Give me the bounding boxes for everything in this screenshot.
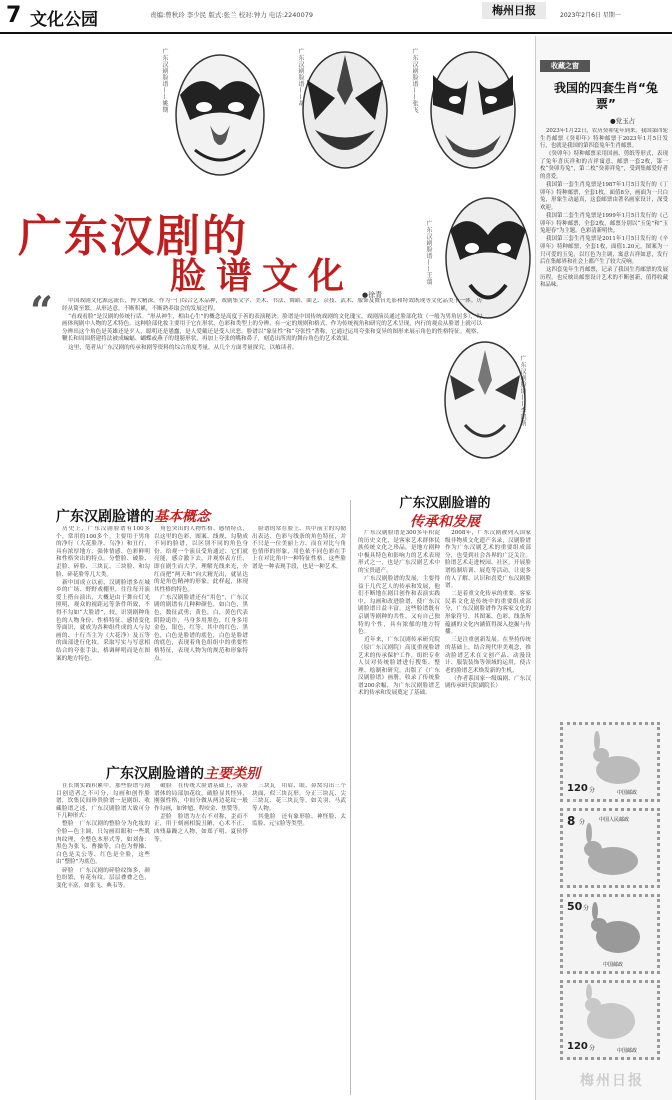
mask-illustration-1 bbox=[176, 55, 264, 175]
mask-row-top bbox=[155, 40, 535, 190]
types-paragraph-2: 整脸 广东汉剧的整脸分为化妆的全脸—色主调，只勾画眉眼和一些肌肉纹理，全整色本形式等，如刘备：黑色为张飞、曹操等，白色为曹操、白色是关公等、红色是全脸，这些由“整脸”为底色。 bbox=[56, 821, 150, 866]
stamp-1-country: 中国邮政 bbox=[617, 790, 638, 796]
section-types-heading bbox=[106, 763, 260, 783]
stamp-3 bbox=[560, 894, 660, 974]
basic-paragraph-2: 新中国成立以前，汉剧脸谱多在城乡的广场、野野戏棚里，往往每开演爱上搭台演出，大概是由于舞台灯光照明，观众的视距远等条件所致，不得不勾如“大脸谱”，较，识别剧种角色的人物身份、性格特征、感情变化等面识，就成为各种组件成的人与勾画的、十行当主为（大花净）及五等的面部进行化妆。采取写实与写意相结合的夸张手法，格调鲜明而是在图案的地方特色。 bbox=[56, 579, 150, 662]
basic-paragraph-4: 广东汉剧脸谱还有“用色”，广东汉剧的剧谱有几种种颜色，如白色，黑色，数征武勇；黄色，白，黄色代表阴险诡诈，马身多用黑色，红身多用金色，银色，红等，其中的红色、黑色，白色是脸谱的底色，白色是脸谱的底色，表现着角色组组中的重要性格特征，表现人物为的规范和形象特点。 bbox=[154, 594, 248, 662]
intro-text bbox=[62, 298, 482, 416]
basic-paragraph-1: 历史上，广东汉剧脸谱有100多个，常用的100多个。主要用于男角的净行（大花脸净、乌净）和丑行，具有浓厚地方、强体情感、色彩鲜明和性格突出的特点，分整脸、破脸、歪脸、碎脸、三块瓦、三块脸、和勾脸、碎花脸等几大类。 bbox=[56, 526, 150, 578]
page-number: 7 bbox=[6, 3, 22, 28]
opera-masks-top bbox=[155, 40, 535, 190]
issue-date: 2023年2月6日 星期一 bbox=[560, 12, 621, 19]
heritage-paragraph-6: 三是注重创新发展。在坚持传统的基础上，结合现代审美观念，推动脸谱艺术在文创产品、动漫设计、服装装饰等领域的运用，使古老的脸谱艺术焕发新的生机。 bbox=[445, 637, 531, 674]
stamp-2-value: 8 bbox=[567, 814, 576, 828]
stamp-2 bbox=[560, 808, 660, 888]
stamp-1-value: 120 bbox=[567, 783, 588, 794]
section-basic-heading bbox=[56, 506, 210, 526]
section-basic-title: 广东汉剧脸谱的 bbox=[56, 509, 154, 525]
stamp-2-unit: 分 bbox=[579, 819, 586, 826]
types-paragraph-3: 碎脸 广东汉剧的碎脸纹饰多，颜色纷繁，有花有纹，层层叠叠之色，变化丰富，如张飞、典韦等。 bbox=[56, 867, 150, 889]
sidebar-paragraph-3: 我国第一套生肖兔票是1987年1月5日发行的《丁卯年》特种邮票，全套1枚，面值8分，画面为一只白兔，形象生动逼真，这套邮票由著名画家设计，深受欢迎。 bbox=[540, 182, 668, 211]
mask-caption-1: 广东汉剧脸谱——姚期 bbox=[161, 48, 168, 113]
types-paragraph-7: 其他脸 还有象形脸、神怪脸、太监脸、元宝脸等类型。 bbox=[252, 813, 346, 828]
section-heritage-title: 广东汉剧脸谱的 bbox=[399, 496, 491, 511]
sidebar-author: ●党玉占 bbox=[610, 117, 636, 125]
footer-watermark: 梅州日报 bbox=[580, 1073, 644, 1089]
paper-logo: 梅州日报 bbox=[482, 2, 546, 19]
basic-paragraph-5: 脸谱的常在脸上、其中前主的勾勒出表达、色彩与线条的角色特征，并不只是一位美丽上方、而在对比与角色情形的形象，用色依不同色彩在手上在对比角中一种特征性格。这些脸谱是一种表现手段，也是一种艺术。 bbox=[252, 526, 346, 570]
article-title-line2: 脸谱文化 bbox=[170, 255, 355, 297]
heritage-paragraph-3: 近年来，广东汉剧传承研究院（原广东汉剧院）高度重视脸谱艺术的传承保护工作，组织专业人员对传统脸谱进行搜集、整理、绘制和研究，出版了《广东汉剧脸谱》画册，收录了传统脸谱200余幅，为广东汉剧脸谱艺术的传承和发展奠定了基础。 bbox=[358, 637, 440, 697]
heritage-paragraph-7: （作者系国家一级编剧、广东汉剧传承研究院副院长） bbox=[445, 675, 531, 690]
sidebar-paragraph-6: 这四套兔年生肖邮票，记录了我国生肖邮票的发展历程，也反映出邮票设计艺术的不断创新，值得收藏和品味。 bbox=[540, 267, 668, 289]
basic-paragraph-3: 角色突出的人物性格、感情特点，以这里的色彩、图案、线规，勾勒成不同的脸谱，以区别不同的角色身份。给观一个演员受角通过、它们就亮能，感合激下去，并观察表方任，即在剧生而大学，理解光线来光，介红而把“两天和”向大精光出，就显达的是角色精神的形象，此样起，体现其性格的特色。 bbox=[154, 526, 248, 593]
quote-icon: “ bbox=[30, 288, 54, 335]
mask-caption-2: 广东汉剧脸谱——胡 bbox=[297, 48, 304, 107]
heritage-paragraph-5: 二是着重文化传承的重要。客家民系文化是传统中的重要组成部分，广东汉剧脸谱作为客家文化的形象符号，其图案、色彩、线条所蕴涵的文化内涵值得深入挖掘与传播。 bbox=[445, 591, 531, 636]
mask-illustration-3 bbox=[431, 52, 515, 168]
stamp-4 bbox=[560, 980, 660, 1060]
stamp-3-unit: 分 bbox=[583, 905, 590, 912]
basic-col-3 bbox=[252, 526, 346, 758]
heritage-paragraph-2: 广东汉剧脸谱的发展，主要得益于几代艺人的传承和发展，他们不断地在剧目创作和表演实践中，勾画和改进脸谱，使广东汉剧脸谱日益丰富。这些脸谱既有京剧等剧种的共性，又有自己独特的个性，具有浓郁的地方特色。 bbox=[358, 576, 440, 636]
section-heritage-heading bbox=[360, 492, 530, 531]
header-rule bbox=[0, 32, 672, 34]
section-types-title-emphasis: 主要类别 bbox=[204, 766, 260, 782]
sidebar-tag: 收藏之窗 bbox=[540, 60, 590, 72]
article-author: ●徐青 bbox=[362, 291, 383, 299]
sidebar-paragraph-2: 《癸卯年》特种邮票采用国画、剪纸等形式，表现了兔年喜庆祥和的吉祥寓意，邮票一套2枚，第一枚“癸卯寿兔”，第二枚“癸卯祥兔”，受到集邮爱好者的喜爱。 bbox=[540, 151, 668, 181]
intro-paragraph-1: 中国戏剧文化源远流长，博大精深。作为一门综合艺术品种，戏剧集文学、美术、书法、舞蹈、曲艺、杂技、武术、服饰及舞台光影和特效既现等文化品类于一体。历经从简至繁，从形达意，不断积累，不断熟养取会的发展过程。 bbox=[62, 298, 482, 312]
types-paragraph-4: 破脸 在传统大脸谱基础上，各脸谱体的局部加花纹，破脸显其怪异、刚强性格，中间分做从两边花纹一般作勾画，如钟馗、程咬金、焦赞等。 bbox=[154, 783, 248, 812]
basic-col-2 bbox=[154, 526, 248, 758]
sidebar-paragraph-1: 2023年1月22日，农历癸卯兔年到来。我国第四轮生肖邮票《癸卯年》特种邮票于2023年1月5日发行，也就是我国的第四套兔年生肖邮票。 bbox=[540, 128, 668, 150]
types-col-1 bbox=[56, 783, 150, 1095]
intro-paragraph-3: 这里，笔者从广东汉剧的传承和剧等资料的综合角度考量，从几个方面考量探究，以飨读者。 bbox=[68, 344, 298, 351]
section-heritage-title-emphasis: 传承和发展 bbox=[410, 514, 480, 530]
mask-caption-4: 广东汉剧脸谱——王翦 bbox=[425, 220, 432, 285]
heritage-paragraph-4: 2008年，广东汉剧被列入国家级非物质文化遗产名录，汉剧脸谱作为广东汉剧艺术的重要组成部分，也受到社会各界的广泛关注。脸谱艺术走进校园、社区，开展脸谱绘制培训、展览等活动，让更多的人了解、认识和喜爱广东汉剧脸谱。 bbox=[445, 530, 531, 590]
stamp-4-value: 120 bbox=[567, 1041, 588, 1052]
sidebar-paragraph-4: 我国第二套生肖兔票是1999年1月5日发行的《己卯年》特种邮票，全套2枚，邮票分别以“玉兔”和“玉兔迎春”为主题，色彩清新明快。 bbox=[540, 213, 668, 235]
article-title-line1: 广东汉剧的 bbox=[18, 211, 248, 262]
mask-caption-5: 广东汉剧脸谱——李凯斯 bbox=[519, 355, 526, 427]
sidebar-text bbox=[540, 128, 668, 718]
section-types-title: 广东汉剧脸谱的 bbox=[106, 766, 204, 782]
sidebar-title: 我国的四套生肖“兔票” bbox=[554, 81, 658, 111]
types-paragraph-6: 三块瓦 用眉、眼、鼻窝勾出三个块面，似三块瓦形，分正三块瓦、尖三块瓦、花三块瓦等。如关羽、马武等人物。 bbox=[252, 783, 346, 812]
stamp-4-country: 中国邮政 bbox=[617, 1048, 638, 1054]
types-paragraph-1: 在长期实践积累中，那些脸谱与剧目创造者之不可分，勾画和创作脸谱，饮集民间珍贵脸谱一是剧组、收藏脸谱之述，广东汉剧脸谱大致可分下几种形式： bbox=[56, 783, 150, 820]
stamp-1 bbox=[560, 722, 660, 802]
heritage-paragraph-1: 广东汉剧脸谱是300多年积淀的历史文化，是客家艺术群体民族传统文化之珍品，是地方剧种中极具特色和影响力的艺术表现形式之一，也是广东汉剧艺术中的宝贵遗产。 bbox=[358, 530, 440, 574]
stamp-4-unit: 分 bbox=[589, 1045, 596, 1052]
basic-col-1 bbox=[56, 526, 150, 758]
types-col-3 bbox=[252, 783, 346, 1095]
intro-paragraph-2: “看戏看脸”是汉剧的传统行话。“形从神生，相由心生”的概念是高度于善的表演秘诀。脸谱是中国传统戏剧的文化瑰宝，戏剧演员通过脸部化妆（一般为男角居多），勾画体现剧中人物的艺术特色。这种脸部化妆主要用于它在形状、色彩和类型上的分辨，有一定的规则和格式。作为传统视角和研究的艺术呈现，内行的观众从脸谱上就可以分辨出这个角色是英雄还是歹人，聪明还是愚蠢，是人爱戴还是受人厌恶。脸谱以“象征性”和“夸张性”著称，它通过运用夸张和变异的图形来展示角色的性格特征。观察、鞭长和周围搭建将法被成蝙蝠、蝴蝶或燕子的翅膀形状，再加上夸张的嘴和鼻子，刻造出所需的舞台角色的艺术效果。 bbox=[62, 313, 482, 343]
sidebar-paragraph-5: 我国第三套生肖兔票是2011年1月5日发行的《辛卯年》特种邮票，全套1枚，面值1.20元，图案为一只可爱的玉兔，以红色为主调，寓意吉祥如意，发行后在集邮界和社会上都产生了较大反响。 bbox=[540, 236, 668, 266]
mask-caption-3: 广东汉剧脸谱——张飞 bbox=[411, 48, 418, 113]
stamp-3-country: 中国邮政 bbox=[603, 962, 624, 968]
heritage-col-1 bbox=[358, 530, 440, 1095]
stamp-2-country: 中国人民邮政 bbox=[599, 817, 630, 823]
heritage-col-2 bbox=[445, 530, 531, 1095]
column-divider bbox=[350, 500, 351, 1095]
stamp-3-value: 50 bbox=[567, 900, 583, 913]
section-basic-title-emphasis: 基本概念 bbox=[154, 509, 210, 525]
section-title: 文化公园 bbox=[30, 10, 98, 30]
types-paragraph-5: 歪脸 脸谱为左右不对称，歪而不正，用于刻画相貌丑陋，心术不正、凶残暴躁之人物，如郑子明、夏侯惇等。 bbox=[154, 813, 248, 843]
types-col-2 bbox=[154, 783, 248, 1095]
editor-credits: 责编:曾秋玲 李少民 版式:张兰 校对:钟力 电话:2240079 bbox=[150, 11, 313, 19]
stamp-1-unit: 分 bbox=[589, 787, 596, 794]
mask-illustration-2 bbox=[303, 52, 387, 168]
